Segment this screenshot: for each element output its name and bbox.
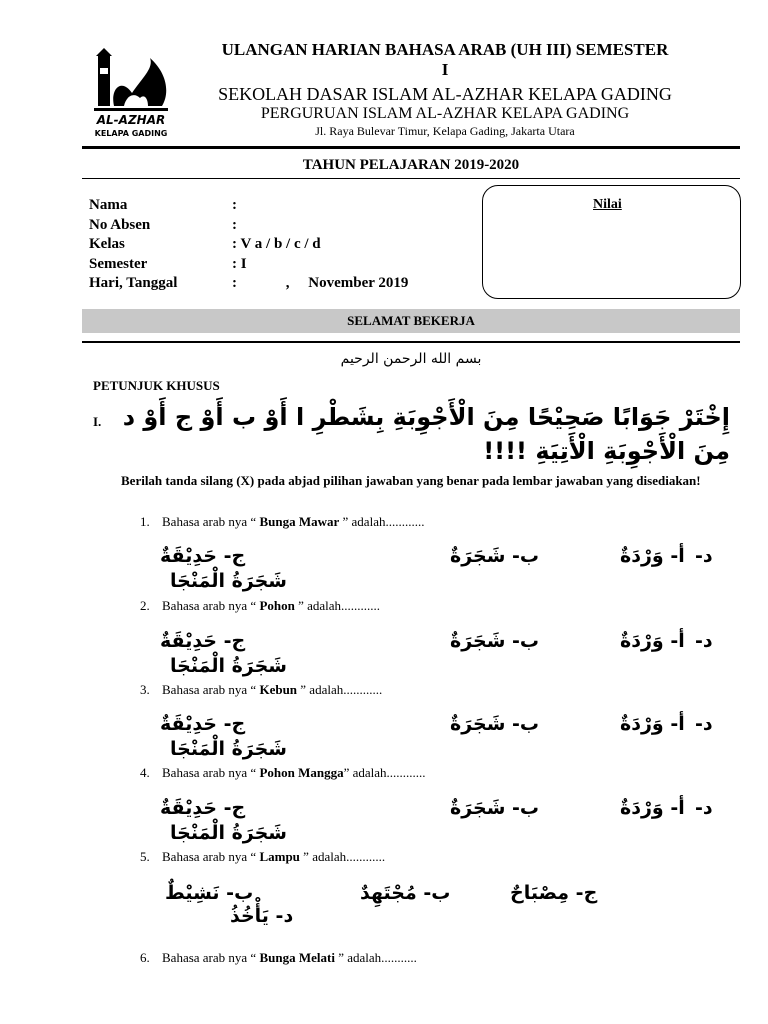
info-value[interactable]: : , November 2019 bbox=[232, 275, 409, 291]
student-info bbox=[89, 196, 472, 294]
option-a[interactable]: أ- وَرْدَةٌ bbox=[620, 630, 685, 652]
exam-title: ULANGAN HARIAN BAHASA ARAB (UH III) SEMESTER I bbox=[221, 40, 669, 79]
header-divider bbox=[82, 146, 740, 149]
info-label: Hari, Tanggal bbox=[89, 275, 178, 291]
year-divider bbox=[82, 178, 740, 179]
question-6: 6. Bahasa arab nya “ Bunga Melati ” adalah........... bbox=[140, 950, 417, 965]
info-value[interactable]: : bbox=[232, 216, 237, 233]
option-c[interactable]: ج- مِصْبَاحٌ bbox=[510, 882, 598, 904]
logo-text: AL-AZHAR bbox=[96, 113, 166, 127]
option-d[interactable]: د- bbox=[695, 545, 713, 567]
academic-year: TAHUN PELAJARAN 2019-2020 bbox=[302, 157, 520, 173]
school-name: SEKOLAH DASAR ISLAM AL-AZHAR KELAPA GADING bbox=[218, 84, 672, 104]
arabic-instruction: إِخْتَرْ جَوَابًا صَحِيْحًا مِنَ الْأَجْوِبَةِ بِشَطْرِ ا أَوْ ب أَوْ ج أَوْ د مِنَ الْأَجْوِبَةِ الْأَتِيَةِ !!!! bbox=[122, 403, 730, 465]
instruction-heading: PETUNJUK KHUSUS bbox=[93, 378, 220, 393]
option-d[interactable]: د- bbox=[695, 797, 713, 819]
option-d-text: شَجَرَةُ الْمَنْجَا bbox=[170, 822, 287, 844]
option-d-text: شَجَرَةُ الْمَنْجَا bbox=[170, 655, 287, 677]
instruction-text: Berilah tanda silang (X) pada abjad pilihan jawaban yang benar pada lembar jawaban yang disediakan! bbox=[121, 473, 701, 488]
banner-divider bbox=[82, 341, 740, 343]
school-logo bbox=[92, 48, 172, 143]
info-label: Nama bbox=[89, 197, 128, 213]
section-number: I. bbox=[93, 414, 102, 429]
option-a[interactable]: أ- وَرْدَةٌ bbox=[620, 545, 685, 567]
option-b[interactable]: ب- مُجْتَهِدٌ bbox=[360, 882, 451, 904]
option-c[interactable]: ج- حَدِيْقَةٌ bbox=[160, 630, 246, 652]
option-a[interactable]: أ- وَرْدَةٌ bbox=[620, 713, 685, 735]
question-5: 5. Bahasa arab nya “ Lampu ” adalah............ bbox=[140, 849, 386, 864]
option-c[interactable]: ج- حَدِيْقَةٌ bbox=[160, 797, 246, 819]
question-3: 3. Bahasa arab nya “ Kebun ” adalah............ bbox=[140, 682, 383, 697]
question-4: 4. Bahasa arab nya “ Pohon Mangga” adalah............ bbox=[140, 765, 426, 780]
info-value[interactable]: : I bbox=[232, 255, 247, 272]
foundation-name: PERGURUAN ISLAM AL-AZHAR KELAPA GADING bbox=[260, 105, 630, 122]
info-value[interactable]: : V a / b / c / d bbox=[232, 236, 321, 252]
info-label: No Absen bbox=[89, 216, 151, 233]
option-d-text: شَجَرَةُ الْمَنْجَا bbox=[170, 570, 287, 592]
info-value[interactable]: : bbox=[232, 197, 237, 213]
option-a[interactable]: أ- وَرْدَةٌ bbox=[620, 797, 685, 819]
basmala: بسم الله الرحمن الرحيم bbox=[340, 351, 482, 367]
info-label: Semester bbox=[89, 255, 148, 272]
option-d[interactable]: د- bbox=[695, 713, 713, 735]
option-b[interactable]: ب- شَجَرَةٌ bbox=[450, 713, 540, 735]
option-a[interactable]: ب- نَشِيْطٌ bbox=[165, 882, 254, 904]
option-b[interactable]: ب- شَجَرَةٌ bbox=[450, 545, 540, 567]
option-d[interactable]: د- bbox=[695, 630, 713, 652]
option-d[interactable]: د- يَأْخُذُ bbox=[230, 905, 294, 927]
greeting-banner: SELAMAT BEKERJA bbox=[82, 309, 740, 333]
question-1: 1. Bahasa arab nya “ Bunga Mawar ” adalah............ bbox=[140, 514, 425, 529]
option-b[interactable]: ب- شَجَرَةٌ bbox=[450, 630, 540, 652]
option-c[interactable]: ج- حَدِيْقَةٌ bbox=[160, 713, 246, 735]
option-d-text: شَجَرَةُ الْمَنْجَا bbox=[170, 738, 287, 760]
school-address: Jl. Raya Bulevar Timur, Kelapa Gading, Jakarta Utara bbox=[315, 124, 575, 138]
info-label: Kelas bbox=[89, 236, 125, 252]
svg-text:KELAPA GADING: KELAPA GADING bbox=[94, 129, 168, 138]
question-2: 2. Bahasa arab nya “ Pohon ” adalah............ bbox=[140, 598, 381, 613]
option-c[interactable]: ج- حَدِيْقَةٌ bbox=[160, 545, 246, 567]
option-b[interactable]: ب- شَجَرَةٌ bbox=[450, 797, 540, 819]
